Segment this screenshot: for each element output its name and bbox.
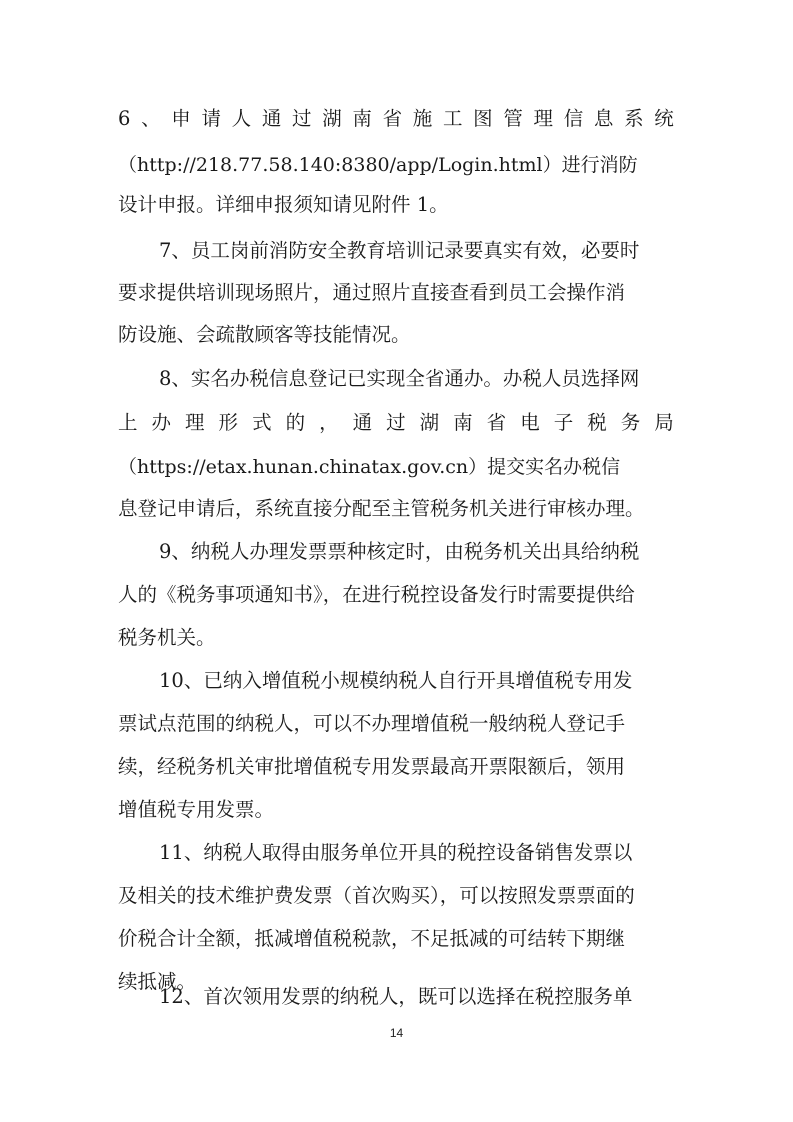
line-char: 、 <box>141 107 161 130</box>
line-char: 的 <box>285 411 306 434</box>
line-char: 式 <box>252 411 272 434</box>
paragraph-7-line-1: 7、员工岗前消防安全教育培训记录要真实有效，必要时 <box>159 239 640 262</box>
paragraph-10-line-3: 续，经税务机关审批增值税专用发票最高开票限额后，领用 <box>118 755 626 778</box>
paragraph-10-line-1: 10、已纳入增值税小规模纳税人自行开具增值税专用发 <box>159 669 633 692</box>
line-char: 税 <box>587 411 607 434</box>
paragraph-11-line-4: 续抵减。 <box>118 970 197 993</box>
paragraph-8-line-3: （https://etax.hunan.chinatax.gov.cn）提交实名办税信 <box>118 456 621 478</box>
line-char: 6 <box>118 107 131 130</box>
line-char: ， <box>319 411 339 434</box>
line-char: 形 <box>218 411 239 434</box>
line-char: 局 <box>654 411 674 434</box>
line-char: 统 <box>654 107 674 130</box>
paragraph-11-line-2: 及相关的技术维护费发票（首次购买），可以按照发票票面的 <box>118 884 635 907</box>
line-char: 通 <box>352 411 373 434</box>
paragraph-9-line-3: 税务机关。 <box>118 626 216 649</box>
line-char: 务 <box>620 411 641 434</box>
line-char: 南 <box>453 411 473 434</box>
line-char: 理 <box>533 107 554 130</box>
line-char: 省 <box>486 411 507 434</box>
line-char: 子 <box>553 411 574 434</box>
line-char: 通 <box>261 107 282 130</box>
paragraph-8-line-1: 8、实名办税信息登记已实现全省通办。办税人员选择网 <box>159 367 640 390</box>
paragraph-10-line-2: 票试点范围的纳税人，可以不办理增值税一般纳税人登记手 <box>118 712 626 735</box>
line-char: 理 <box>185 411 205 434</box>
line-char: 请 <box>201 107 221 130</box>
line-char: 图 <box>473 107 493 130</box>
paragraph-7-line-3: 防设施、会疏散顾客等技能情况。 <box>118 323 411 346</box>
paragraph-10-line-4: 增值税专用发票。 <box>118 798 275 821</box>
line-char: 办 <box>151 411 172 434</box>
paragraph-8-line-4: 息登记申请后，系统直接分配至主管税务机关进行审核办理。 <box>118 497 645 520</box>
paragraph-6-line-3: 设计申报。详细申报须知请见附件 1。 <box>118 193 449 216</box>
line-char: 息 <box>593 107 614 130</box>
paragraph-9-line-1: 9、纳税人办理发票票种核定时，由税务机关出具给纳税 <box>159 540 640 563</box>
paragraph-6-line-1 <box>118 107 674 131</box>
line-char: 湖 <box>419 411 440 434</box>
line-char: 人 <box>231 107 252 130</box>
line-char: 工 <box>442 107 463 130</box>
paragraph-6-line-2: （http://218.77.58.140:8380/app/Login.html）进行消防 <box>118 154 638 176</box>
line-char: 信 <box>563 107 584 130</box>
line-char: 过 <box>292 107 312 130</box>
paragraph-11-line-3: 价税合计全额，抵减增值税税款，不足抵减的可结转下期继 <box>118 927 626 950</box>
paragraph-9-line-2: 人的《税务事项通知书》，在进行税控设备发行时需要提供给 <box>118 583 635 606</box>
line-char: 申 <box>171 107 191 130</box>
paragraph-8-line-2 <box>118 411 674 435</box>
line-char: 系 <box>624 107 644 130</box>
line-char: 南 <box>352 107 372 130</box>
paragraph-7-line-2: 要求提供培训现场照片，通过照片直接查看到员工会操作消 <box>118 281 626 304</box>
line-char: 电 <box>520 411 540 434</box>
line-char: 省 <box>382 107 403 130</box>
line-char: 施 <box>412 107 433 130</box>
line-char: 管 <box>503 107 523 130</box>
line-char: 过 <box>386 411 406 434</box>
paragraph-11-line-1: 11、纳税人取得由服务单位开具的税控设备销售发票以 <box>159 841 633 864</box>
line-char: 上 <box>118 411 138 434</box>
page-number: 14 <box>389 1026 404 1040</box>
line-char: 湖 <box>322 107 342 130</box>
paragraph-12-line-1: 12、首次领用发票的纳税人，既可以选择在税控服务单 <box>159 985 633 1008</box>
